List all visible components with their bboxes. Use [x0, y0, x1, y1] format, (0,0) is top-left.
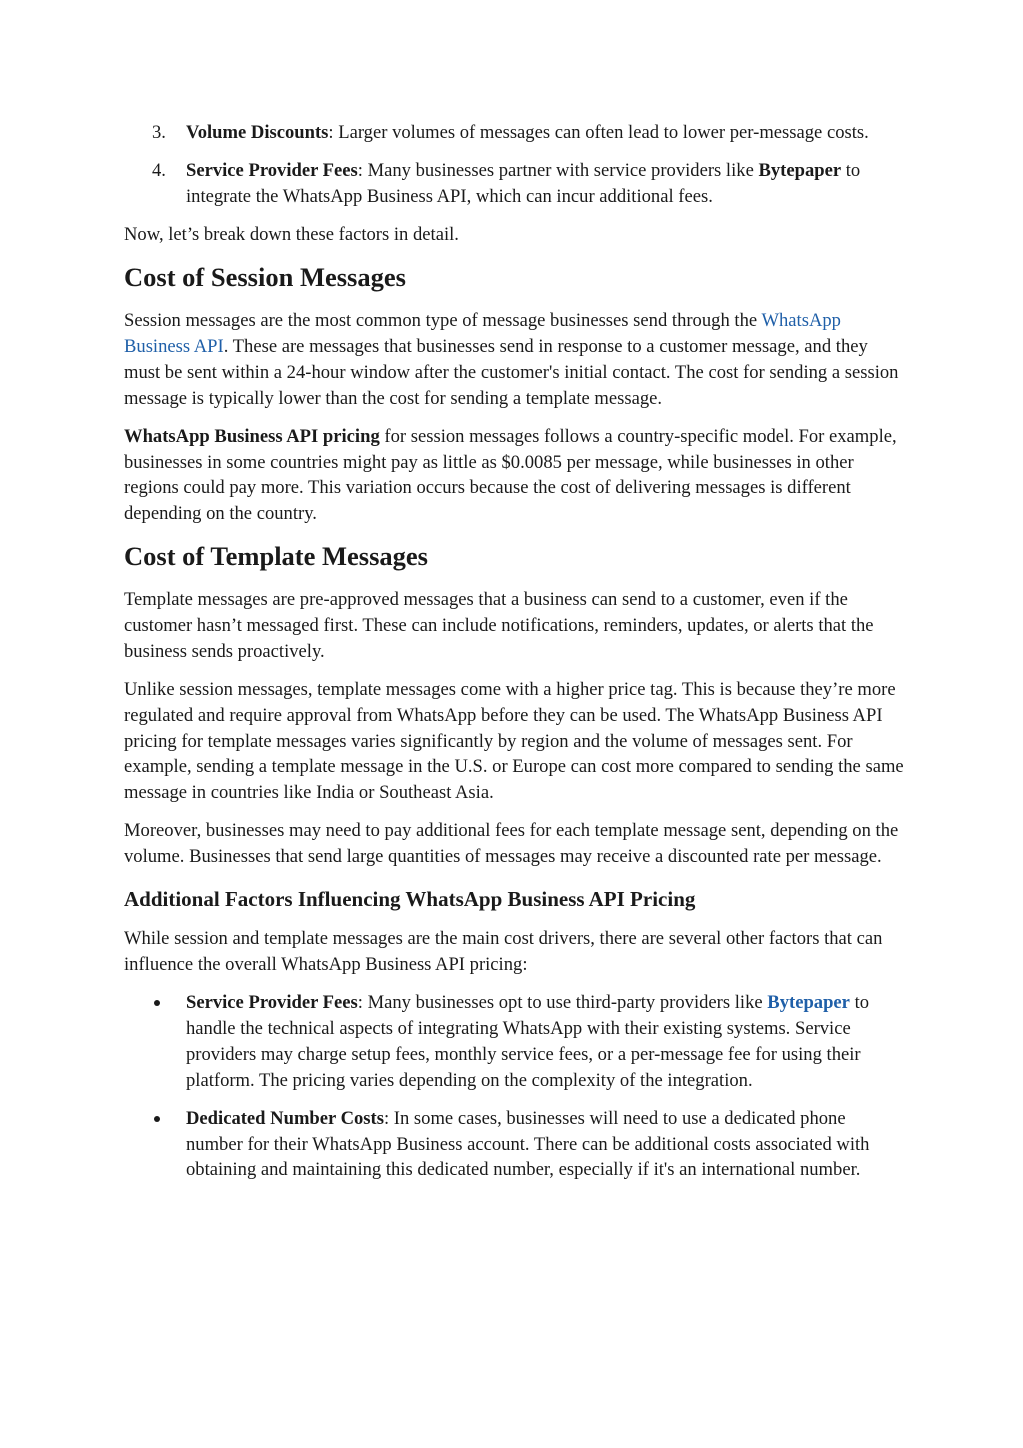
- list-item-term: Volume Discounts: [186, 122, 329, 143]
- list-number: 4.: [152, 160, 166, 182]
- breakdown-paragraph: Now, let’s break down these factors in detail.: [124, 224, 459, 246]
- list-item-text: : Larger volumes of messages can often lead to lower per-message costs.: [328, 122, 869, 143]
- template-heading: Cost of Template Messages: [124, 541, 428, 572]
- session-text: Session messages are the most common type of message businesses send through the: [124, 310, 762, 332]
- factors-list: [124, 120, 904, 210]
- list-item: [124, 990, 904, 1093]
- additional-factors-list: [124, 990, 904, 1183]
- list-item: [124, 158, 904, 210]
- list-item-text: : Many businesses opt to use third-party providers like: [357, 992, 768, 1014]
- session-paragraph: [124, 308, 904, 411]
- session-text: . These are messages that businesses send in response to a customer message, and they must be sent within a 24-hour window after the customer's initial contact. The cost for sending a session message is typically lower than the cost for sending a template message.: [124, 335, 899, 409]
- list-item-term: Service Provider Fees: [186, 992, 358, 1014]
- bullet-icon: [154, 1000, 160, 1006]
- template-paragraph: Unlike session messages, template messages come with a higher price tag. This is because they’re more regulated and require approval from WhatsApp before they can be used. The WhatsApp Business API pricing for template messages varies significantly by region and the volume of messages sent. For example, sending a template message in the U.S. or Europe can cost more compared to sending the same message in countries like India or Southeast Asia.: [124, 678, 904, 804]
- session-pricing-text: for session messages follows a country-specific model. For example, businesses in some countries might pay as little as $0.0085 per message, while businesses in other regions could pay more. This variation occurs because the cost of delivering messages is different depending on the country.: [124, 425, 897, 525]
- session-pricing-paragraph: [124, 424, 904, 527]
- list-item: [124, 1106, 904, 1183]
- list-item-text: : Many businesses partner with service providers like: [357, 160, 759, 182]
- additional-factors-heading: Additional Factors Influencing WhatsApp Business API Pricing: [124, 887, 696, 912]
- list-item-term: Dedicated Number Costs: [186, 1107, 384, 1129]
- session-heading: Cost of Session Messages: [124, 262, 406, 293]
- list-item-text: : In some cases, businesses will need to use a dedicated phone number for their WhatsApp Business account. There can be additional costs associated with obtaining and maintaining this dedicated number, especially if it's an international number.: [186, 1107, 870, 1181]
- pricing-term: WhatsApp Business API pricing: [124, 425, 380, 447]
- list-item-text: to integrate the WhatsApp Business API, which can incur additional fees.: [186, 160, 861, 208]
- template-paragraph: Moreover, businesses may need to pay additional fees for each template message sent, depending on the volume. Businesses that send large quantities of messages may receive a discounted rate per message.: [124, 820, 899, 868]
- list-item-term: Service Provider Fees: [186, 160, 358, 182]
- document-page: [124, 120, 904, 1196]
- template-paragraph: Template messages are pre-approved messages that a business can send to a customer, even if the customer hasn’t messaged first. These can include notifications, reminders, updates, or alerts that the business sends proactively.: [124, 589, 874, 662]
- additional-factors-intro: While session and template messages are the main cost drivers, there are several other factors that can influence the overall WhatsApp Business API pricing:: [124, 928, 883, 975]
- bytepaper-link[interactable]: Bytepaper: [767, 992, 850, 1014]
- list-number: 3.: [152, 122, 166, 143]
- bullet-icon: [154, 1116, 160, 1122]
- list-item-text: to handle the technical aspects of integrating WhatsApp with their existing systems. Service providers may charge setup fees, monthly service fees, or a per-message fee for using their platform. The pricing varies depending on the complexity of the integration.: [186, 992, 870, 1091]
- provider-name: Bytepaper: [758, 160, 842, 182]
- whatsapp-api-link[interactable]: WhatsApp Business API: [124, 310, 841, 357]
- list-item: [124, 120, 904, 146]
